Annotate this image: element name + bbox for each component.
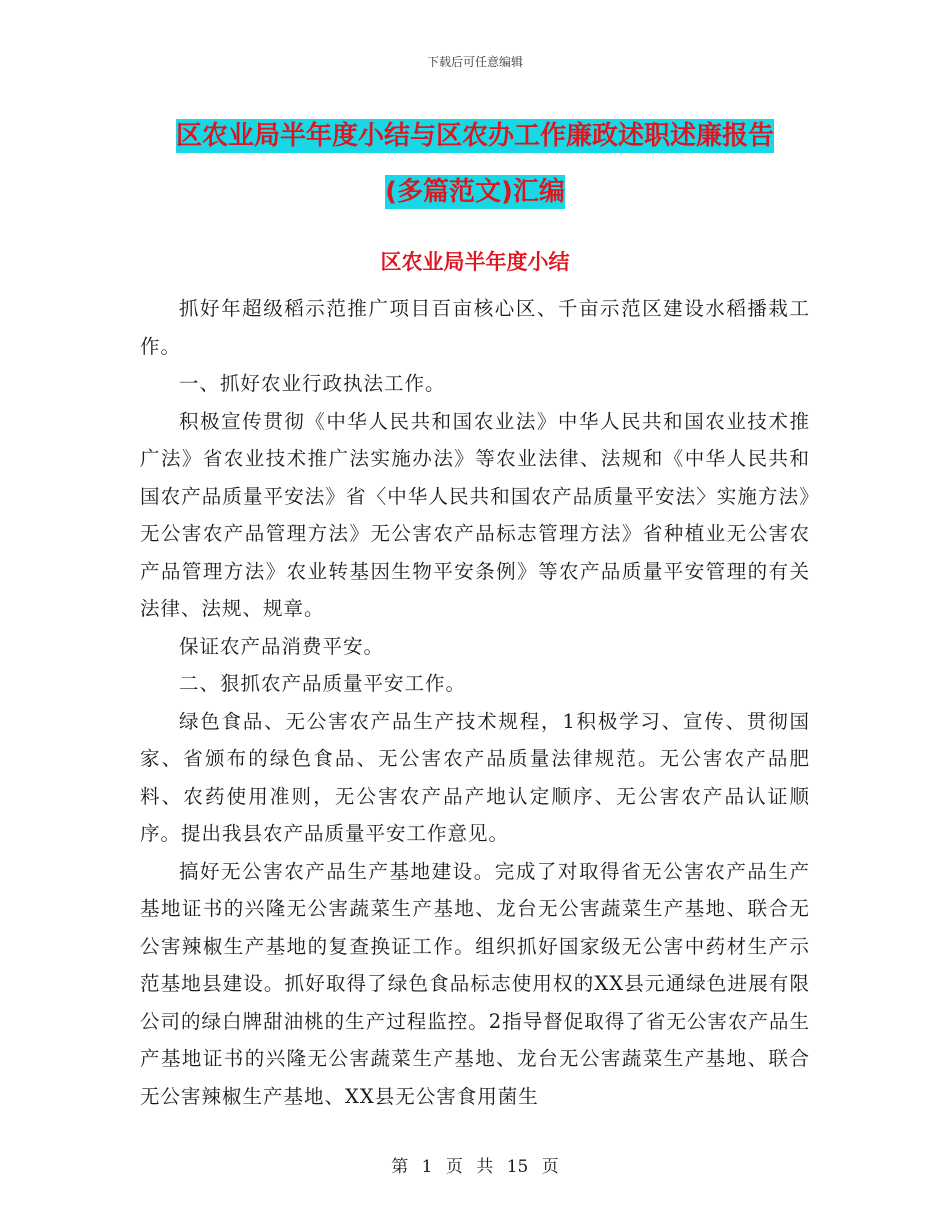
paragraph: 绿色食品、无公害农产品生产技术规程，1积极学习、宣传、贯彻国家、省颁布的绿色食品、无公害农产品质量法律规范。无公害农产品肥料、农药使用准则，无公害农产品产地认定顺序、无公害农产品认证顺序。提出我县农产品质量平安工作意见。	[140, 709, 810, 845]
title-line-2: (多篇范文)汇编	[385, 177, 565, 207]
body-text	[140, 290, 810, 1115]
title-line-1: 区农业局半年度小结与区农办工作廉政述职述廉报告	[175, 121, 774, 151]
paragraph: 二、狠抓农产品质量平安工作。	[179, 672, 467, 695]
paragraph: 积极宣传贯彻《中华人民共和国农业法》中华人民共和国农业技术推广法》省农业技术推广法实施办法》等农业法律、法规和《中华人民共和国农产品质量平安法》省〈中华人民共和国农产品质量平安法〉实施方法》无公害农产品管理方法》无公害农产品标志管理方法》省种植业无公害农产品管理方法》农业转基因生物平安条例》等农产品质量平安管理的有关法律、法规、规章。	[140, 409, 810, 620]
document-title	[140, 108, 810, 220]
paragraph: 保证农产品消费平安。	[179, 634, 385, 658]
section-title: 区农业局半年度小结	[380, 250, 570, 274]
page-footer: 第 1 页 共 15 页	[391, 1157, 559, 1177]
paragraph: 抓好年超级稻示范推广项目百亩核心区、千亩示范区建设水稻播栽工作。	[140, 297, 810, 358]
paragraph: 搞好无公害农产品生产基地建设。完成了对取得省无公害农产品生产基地证书的兴隆无公害蔬菜生产基地、龙台无公害蔬菜生产基地、联合无公害辣椒生产基地的复查换证工作。组织抓好国家级无公害中药材生产示范基地县建设。抓好取得了绿色食品标志使用权的XX县元通绿色进展有限公司的绿白牌甜油桃的生产过程监控。2指导督促取得了省无公害农产品生产基地证书的兴隆无公害蔬菜生产基地、龙台无公害蔬菜生产基地、联合无公害辣椒生产基地、XX县无公害食用菌生	[140, 859, 810, 1108]
header-note: 下载后可任意编辑	[426, 55, 523, 69]
paragraph: 一、抓好农业行政执法工作。	[179, 372, 446, 395]
